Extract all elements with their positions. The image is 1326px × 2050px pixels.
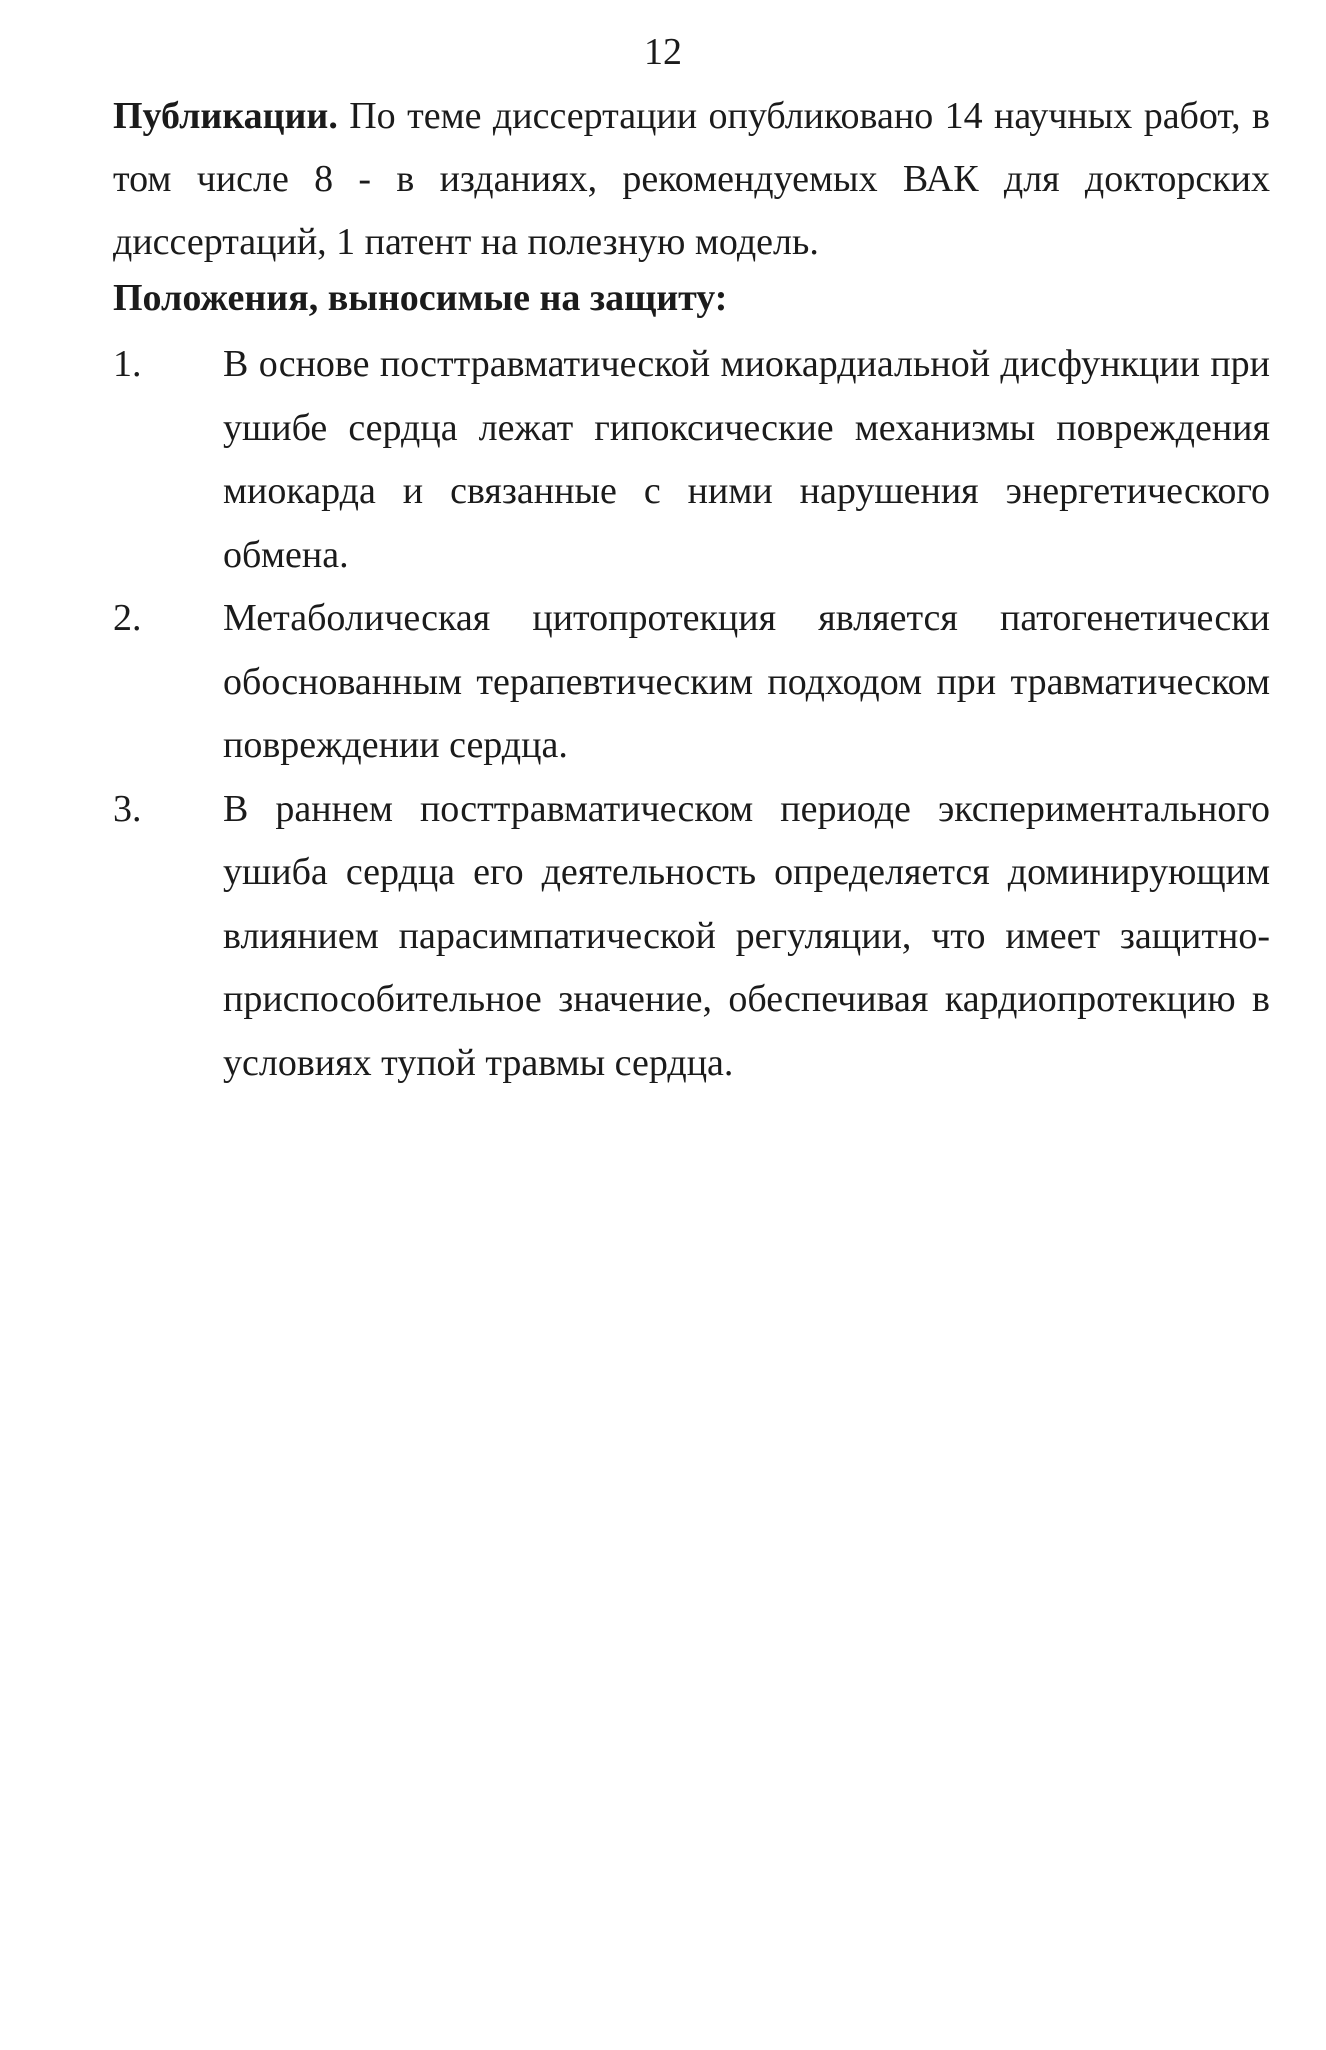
page-number: 12: [644, 31, 682, 73]
thesis-text: Метаболическая цитопротекция является патогенетически обоснованным терапевтическим подходом при травматическом повреждении сердца.: [223, 597, 1270, 766]
thesis-text: В основе посттравматической миокардиальной дисфункции при ушибе сердца лежат гипоксические механизмы повреждения миокарда и связанные с ними нарушения энергетического обмена.: [223, 343, 1270, 576]
theses-list: [113, 333, 1270, 1095]
publications-lead: Публикации.: [113, 95, 338, 137]
thesis-item-2: [113, 587, 1270, 778]
thesis-item-3: [113, 778, 1270, 1096]
thesis-number: 2.: [113, 597, 142, 639]
thesis-text: В раннем посттравматическом периоде экспериментального ушиба сердца его деятельность определяется доминирующим влиянием парасимпатической регуляции, что имеет защитно-приспособительное значение, обеспечивая кардиопротекцию в условиях тупой травмы сердца.: [223, 787, 1270, 1084]
thesis-number: 3.: [113, 787, 142, 830]
publications-paragraph: [113, 85, 1270, 274]
theses-heading: Положения, выносимые на защиту:: [113, 277, 728, 319]
thesis-item-1: [113, 333, 1270, 587]
publications-text: По теме диссертации опубликовано 14 научных работ, в том числе 8 - в изданиях, рекомендуемых ВАК для докторских диссертаций, 1 патент на полезную модель.: [113, 95, 1270, 263]
thesis-number: 1.: [113, 343, 142, 385]
